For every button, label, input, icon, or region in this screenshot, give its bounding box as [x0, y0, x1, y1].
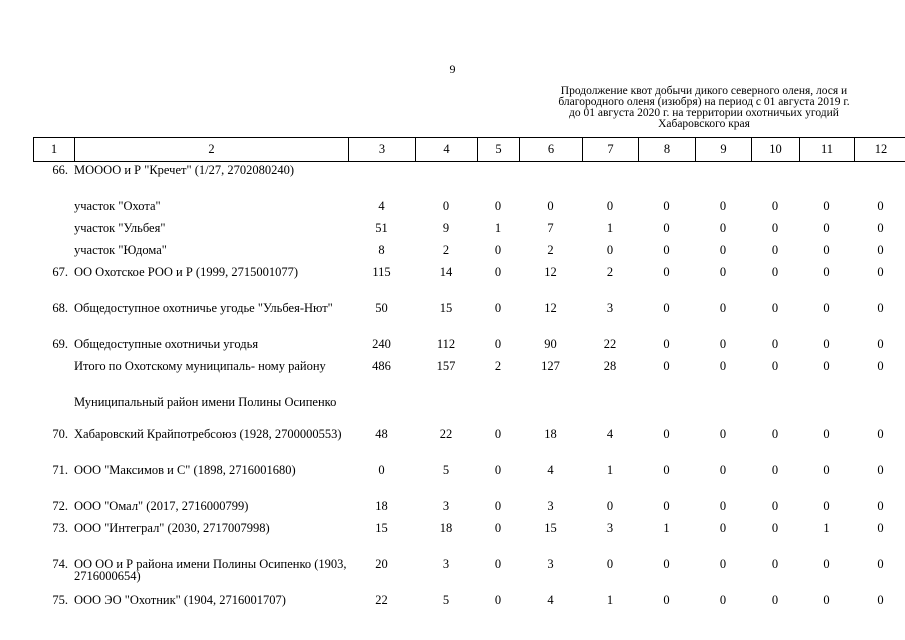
- quota-cell-col-12: [854, 392, 905, 425]
- row-number: 69.: [52, 337, 68, 351]
- table-row: [33, 299, 905, 335]
- table-caption: [528, 86, 880, 130]
- quota-cell-col-3: 4: [378, 199, 385, 213]
- quota-cell-col-3: 8: [378, 243, 385, 257]
- row-number: [33, 241, 74, 263]
- quota-cell-col-5: 0: [494, 593, 502, 607]
- organization-name: Общедоступные охотничьи угодья: [74, 337, 259, 351]
- quota-cell-col-8: 0: [663, 463, 670, 477]
- organization-name: ООО "Омал" (2017, 2716000799): [74, 499, 249, 513]
- quota-cell-col-7: [582, 161, 638, 197]
- quota-cell-col-12: 0: [877, 243, 884, 257]
- quota-cell-col-10: 0: [771, 199, 779, 213]
- quota-cell-col-5: 1: [494, 221, 502, 235]
- quota-cell-col-5: [477, 392, 519, 425]
- organization-name: ООО "Максимов и С" (1898, 2716001680): [74, 463, 296, 477]
- quota-cell-col-11: 0: [823, 427, 830, 441]
- organization-name: ООО ЭО "Охотник" (1904, 2716001707): [74, 593, 286, 607]
- quota-cell-col-11: 1: [823, 521, 830, 535]
- quota-cell-col-8: 0: [663, 427, 670, 441]
- quota-cell-col-6: 7: [547, 221, 554, 235]
- quota-cell-col-11: 0: [823, 463, 830, 477]
- quota-cell-col-8: 0: [663, 337, 670, 351]
- column-header: 9: [696, 138, 752, 162]
- quota-cell-col-4: 9: [442, 221, 450, 235]
- column-header: 6: [520, 138, 583, 162]
- quota-cell-col-7: 0: [606, 243, 614, 257]
- quota-cell-col-7: 22: [603, 337, 617, 351]
- quota-cell-col-4: 18: [439, 521, 453, 535]
- column-header: 2: [75, 138, 349, 162]
- quota-cell-col-6: 3: [547, 499, 554, 513]
- row-number: [33, 219, 74, 241]
- page-number: 9: [449, 62, 456, 76]
- row-number: 75.: [52, 593, 68, 607]
- quota-cell-col-6: [519, 392, 582, 425]
- quota-cell-col-6: 12: [544, 265, 557, 279]
- organization-name: Муниципальный район имени Полины Осипенко: [74, 395, 337, 409]
- quota-cell-col-9: 0: [719, 593, 727, 607]
- quota-cell-col-5: 0: [494, 265, 502, 279]
- column-header: 3: [349, 138, 416, 162]
- row-number: 71.: [52, 463, 68, 477]
- quota-cell-col-11: 0: [823, 265, 830, 279]
- quota-cell-col-6: 2: [547, 243, 554, 257]
- quota-cell-col-10: [751, 161, 799, 197]
- quota-cell-col-3: 240: [372, 337, 391, 351]
- row-number: [33, 197, 74, 219]
- quota-cell-col-7: 2: [606, 265, 614, 279]
- quota-cell-col-4: 15: [439, 301, 453, 315]
- column-header: 11: [800, 138, 855, 162]
- quota-cell-col-5: 0: [494, 337, 502, 351]
- quota-cell-col-11: 0: [823, 557, 830, 571]
- quota-cell-col-11: [799, 161, 854, 197]
- quota-cell-col-4: 157: [436, 359, 456, 373]
- organization-name: Итого по Охотскому муниципаль- ному району: [74, 359, 326, 373]
- quota-cell-col-3: 50: [375, 301, 388, 315]
- table-row: [33, 519, 905, 555]
- quota-cell-col-5: 0: [494, 557, 502, 571]
- quota-cell-col-11: 0: [823, 359, 830, 373]
- quota-cell-col-6: 15: [544, 521, 557, 535]
- quota-cell-col-8: 0: [663, 265, 670, 279]
- quota-cell-col-10: 0: [771, 337, 779, 351]
- quota-cell-col-12: 0: [877, 265, 884, 279]
- quota-cell-col-11: 0: [823, 199, 830, 213]
- table-row: [33, 461, 905, 497]
- caption-line: Хабаровского края: [658, 118, 750, 130]
- quota-cell-col-3: [348, 392, 415, 425]
- organization-name: участок "Юдома": [74, 243, 167, 257]
- organization-name: участок "Ульбея": [74, 221, 166, 235]
- quota-cell-col-5: 0: [494, 427, 502, 441]
- quota-cell-col-5: 2: [494, 359, 502, 373]
- quota-cell-col-9: 0: [719, 427, 727, 441]
- quota-cell-col-10: [751, 392, 799, 425]
- organization-name: Общедоступное охотничье угодье "Ульбея-Нют": [74, 301, 333, 315]
- quota-cell-col-9: [695, 392, 751, 425]
- row-number: 68.: [52, 301, 68, 315]
- quota-cell-col-12: 0: [877, 499, 884, 513]
- quota-table: [33, 161, 905, 627]
- quota-cell-col-8: 0: [663, 301, 670, 315]
- table-row: [33, 161, 905, 197]
- table-row: [33, 591, 905, 627]
- quota-cell-col-7: 4: [606, 427, 614, 441]
- column-header: 8: [639, 138, 696, 162]
- quota-cell-col-10: 0: [771, 221, 779, 235]
- caption-line: Продолжение квот добычи дикого северного оленя, лося и: [560, 85, 848, 97]
- quota-cell-col-6: [519, 161, 582, 197]
- quota-cell-col-6: 0: [547, 199, 554, 213]
- quota-cell-col-4: 3: [442, 499, 450, 513]
- quota-cell-col-7: [582, 392, 638, 425]
- quota-cell-col-4: 5: [442, 593, 450, 607]
- quota-cell-col-10: 0: [771, 499, 779, 513]
- quota-cell-col-9: 0: [719, 199, 727, 213]
- quota-cell-col-6: 4: [547, 463, 554, 477]
- quota-cell-col-12: 0: [877, 521, 884, 535]
- table-row: [33, 219, 905, 241]
- quota-cell-col-5: 0: [494, 499, 502, 513]
- column-header: 10: [752, 138, 800, 162]
- organization-name: Хабаровский Крайпотребсоюз (1928, 2700000553): [74, 427, 342, 441]
- quota-cell-col-10: 0: [771, 301, 779, 315]
- quota-cell-col-9: [695, 161, 751, 197]
- quota-cell-col-4: 22: [439, 427, 453, 441]
- quota-cell-col-9: 0: [719, 265, 727, 279]
- quota-cell-col-11: [799, 392, 854, 425]
- quota-cell-col-8: 0: [663, 359, 670, 373]
- quota-cell-col-8: 0: [663, 243, 670, 257]
- quota-cell-col-4: 5: [442, 463, 450, 477]
- quota-cell-col-5: 0: [494, 301, 502, 315]
- quota-cell-col-6: 4: [547, 593, 554, 607]
- row-number: [33, 357, 74, 392]
- quota-cell-col-9: 0: [719, 499, 727, 513]
- quota-cell-col-5: 0: [494, 463, 502, 477]
- quota-cell-col-9: 0: [719, 359, 727, 373]
- quota-cell-col-3: 18: [375, 499, 388, 513]
- quota-cell-col-8: 0: [663, 499, 670, 513]
- quota-cell-col-7: 3: [606, 521, 614, 535]
- quota-cell-col-9: 0: [719, 221, 727, 235]
- quota-cell-col-11: 0: [823, 243, 830, 257]
- quota-cell-col-4: 3: [442, 557, 450, 571]
- quota-cell-col-10: 0: [771, 463, 779, 477]
- organization-name: МОООО и Р "Кречет" (1/27, 2702080240): [74, 163, 294, 177]
- column-header: 1: [34, 138, 75, 162]
- quota-cell-col-8: [638, 392, 695, 425]
- quota-cell-col-8: [638, 161, 695, 197]
- quota-cell-col-6: 127: [541, 359, 560, 373]
- quota-cell-col-6: 90: [544, 337, 557, 351]
- table-row: [33, 497, 905, 519]
- table-row: [33, 357, 905, 392]
- quota-cell-col-7: 0: [606, 499, 614, 513]
- quota-cell-col-3: 48: [375, 427, 388, 441]
- quota-cell-col-10: 0: [771, 359, 779, 373]
- column-header-row: [34, 138, 905, 162]
- quota-cell-col-3: 115: [372, 265, 391, 279]
- quota-cell-col-10: 0: [771, 427, 779, 441]
- quota-cell-col-11: 0: [823, 301, 830, 315]
- quota-cell-col-12: 0: [877, 359, 884, 373]
- column-header: 7: [583, 138, 639, 162]
- quota-cell-col-11: 0: [823, 499, 830, 513]
- organization-name: ОО ОО и Р района имени Полины Осипенко (1903, 2716000654): [74, 557, 347, 583]
- table-row: [33, 425, 905, 461]
- quota-cell-col-9: 0: [719, 521, 727, 535]
- table-row: [33, 263, 905, 299]
- quota-cell-col-8: 0: [663, 593, 670, 607]
- table-row: [33, 392, 905, 425]
- column-header-table: [33, 137, 905, 162]
- quota-cell-col-8: 0: [663, 557, 670, 571]
- quota-cell-col-3: 0: [378, 463, 385, 477]
- quota-cell-col-4: 14: [439, 265, 453, 279]
- column-header: 5: [478, 138, 520, 162]
- quota-cell-col-5: 0: [494, 243, 502, 257]
- quota-cell-col-11: 0: [823, 221, 830, 235]
- quota-cell-col-4: [415, 392, 477, 425]
- organization-name: участок "Охота": [74, 199, 161, 213]
- quota-cell-col-9: 0: [719, 243, 727, 257]
- quota-cell-col-12: 0: [877, 221, 884, 235]
- quota-cell-col-6: 3: [547, 557, 554, 571]
- row-number: 66.: [52, 163, 68, 177]
- quota-cell-col-12: 0: [877, 463, 884, 477]
- quota-cell-col-10: 0: [771, 243, 779, 257]
- quota-cell-col-7: 1: [606, 221, 614, 235]
- quota-cell-col-7: 0: [606, 557, 614, 571]
- quota-cell-col-10: 0: [771, 593, 779, 607]
- quota-cell-col-7: 28: [603, 359, 617, 373]
- quota-cell-col-11: 0: [823, 337, 830, 351]
- quota-cell-col-9: 0: [719, 337, 727, 351]
- quota-cell-col-8: 0: [663, 221, 670, 235]
- table-row: [33, 241, 905, 263]
- quota-cell-col-12: [854, 161, 905, 197]
- quota-cell-col-12: 0: [877, 199, 884, 213]
- quota-cell-col-10: 0: [771, 265, 779, 279]
- organization-name: ОО Охотское РОО и Р (1999, 2715001077): [74, 265, 298, 279]
- quota-cell-col-9: 0: [719, 301, 727, 315]
- quota-cell-col-11: 0: [823, 593, 830, 607]
- quota-cell-col-8: 0: [663, 199, 670, 213]
- row-number: 73.: [52, 521, 68, 535]
- quota-cell-col-12: 0: [877, 427, 884, 441]
- quota-cell-col-7: 1: [606, 593, 614, 607]
- row-number: [33, 392, 74, 425]
- quota-cell-col-7: 0: [606, 199, 614, 213]
- quota-cell-col-4: 112: [436, 337, 456, 351]
- quota-cell-col-12: 0: [877, 593, 884, 607]
- column-header: 12: [855, 138, 905, 162]
- quota-cell-col-5: 0: [494, 199, 502, 213]
- quota-cell-col-3: 20: [375, 557, 388, 571]
- row-number: 72.: [52, 499, 68, 513]
- quota-cell-col-9: 0: [719, 557, 727, 571]
- quota-cell-col-6: 12: [544, 301, 557, 315]
- row-number: 74.: [52, 557, 68, 571]
- column-header: 4: [416, 138, 478, 162]
- quota-cell-col-4: 0: [442, 199, 450, 213]
- quota-cell-col-3: [348, 161, 415, 197]
- quota-cell-col-12: 0: [877, 301, 884, 315]
- quota-cell-col-10: 0: [771, 521, 779, 535]
- organization-name: ООО "Интеграл" (2030, 2717007998): [74, 521, 270, 535]
- quota-cell-col-10: 0: [771, 557, 779, 571]
- quota-cell-col-3: 15: [375, 521, 388, 535]
- caption-line: благородного оленя (изюбря) на период с 01 августа 2019 г.: [558, 96, 850, 108]
- quota-cell-col-4: [415, 161, 477, 197]
- table-row: [33, 197, 905, 219]
- quota-cell-col-4: 2: [442, 243, 450, 257]
- quota-cell-col-3: 22: [375, 593, 388, 607]
- table-row: [33, 335, 905, 357]
- table-row: [33, 555, 905, 591]
- quota-cell-col-5: [477, 161, 519, 197]
- quota-cell-col-12: 0: [877, 337, 884, 351]
- row-number: 70.: [52, 427, 68, 441]
- caption-line: до 01 августа 2020 г. на территории охотничьих угодий: [569, 107, 839, 119]
- quota-cell-col-3: 486: [372, 359, 391, 373]
- quota-cell-col-5: 0: [494, 521, 502, 535]
- quota-cell-col-6: 18: [544, 427, 557, 441]
- quota-cell-col-7: 1: [606, 463, 614, 477]
- quota-cell-col-8: 1: [663, 521, 670, 535]
- row-number: 67.: [52, 265, 68, 279]
- quota-cell-col-3: 51: [375, 221, 388, 235]
- quota-cell-col-12: 0: [877, 557, 884, 571]
- quota-cell-col-7: 3: [606, 301, 614, 315]
- quota-cell-col-9: 0: [719, 463, 727, 477]
